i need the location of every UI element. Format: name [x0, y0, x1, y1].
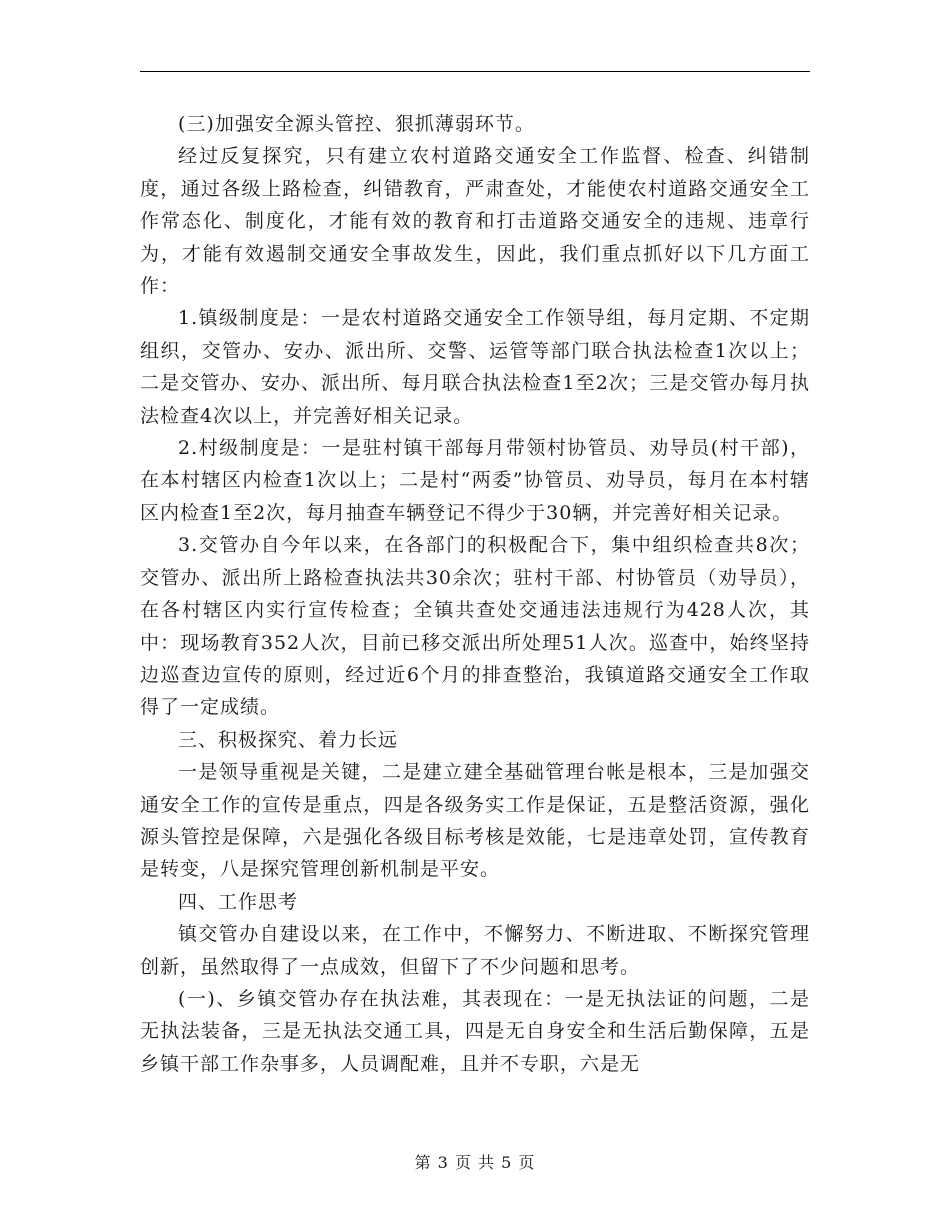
document-body	[140, 108, 810, 1080]
paragraph: 1.镇级制度是：一是农村道路交通安全工作领导组，每月定期、不定期组织，交管办、安办、派出所、交警、运管等部门联合执法检查1次以上；二是交管办、安办、派出所、每月联合执法检查1至2次；三是交管办每月执法检查4次以上，并完善好相关记录。	[140, 307, 810, 427]
paragraph: 一是领导重视是关键，二是建立建全基础管理台帐是根本，三是加强交通安全工作的宣传是重点，四是各级务实工作是保证，五是整活资源，强化源头管控是保障，六是强化各级目标考核是效能，七是违章处罚，宣传教育是转变，八是探究管理创新机制是平安。	[140, 761, 810, 881]
header-rule	[140, 71, 810, 72]
paragraph: (一)、乡镇交管办存在执法难，其表现在：一是无执法证的问题，二是无执法装备，三是无执法交通工具，四是无自身安全和生活后勤保障，五是乡镇干部工作杂事多，人员调配难，且并不专职，六是无	[140, 987, 810, 1075]
paragraph: 3.交管办自今年以来，在各部门的积极配合下，集中组织检查共8次；交管办、派出所上路检查执法共30余次；驻村干部、村协管员（劝导员），在各村辖区内实行宣传检查；全镇共查处交通违法违规行为428人次，其中：现场教育352人次，目前已移交派出所处理51人次。巡查中，始终坚持边巡查边宣传的原则，经过近6个月的排查整治，我镇道路交通安全工作取得了一定成绩。	[140, 534, 810, 719]
paragraph: 2.村级制度是：一是驻村镇干部每月带领村协管员、劝导员(村干部)，在本村辖区内检查1次以上；二是村“两委”协管员、劝导员，每月在本村辖区内检查1至2次，每月抽查车辆登记不得少于30辆，并完善好相关记录。	[140, 437, 810, 524]
paragraph: (三)加强安全源头管控、狠抓薄弱环节。	[178, 113, 535, 135]
section-heading: 三、积极探究、着力长远	[178, 728, 399, 751]
section-heading: 四、工作思考	[178, 890, 299, 913]
paragraph: 经过反复探究，只有建立农村道路交通安全工作监督、检查、纠错制度，通过各级上路检查，纠错教育，严肃查处，才能使农村道路交通安全工作常态化、制度化，才能有效的教育和打击道路交通安全的违规、违章行为，才能有效遏制交通安全事故发生，因此，我们重点抓好以下几方面工作：	[140, 145, 810, 298]
page-number: 第 3 页 共 5 页	[414, 1153, 536, 1172]
paragraph: 镇交管办自建设以来，在工作中，不懈努力、不断进取、不断探究管理创新，虽然取得了一点成效，但留下了不少问题和思考。	[140, 923, 810, 978]
